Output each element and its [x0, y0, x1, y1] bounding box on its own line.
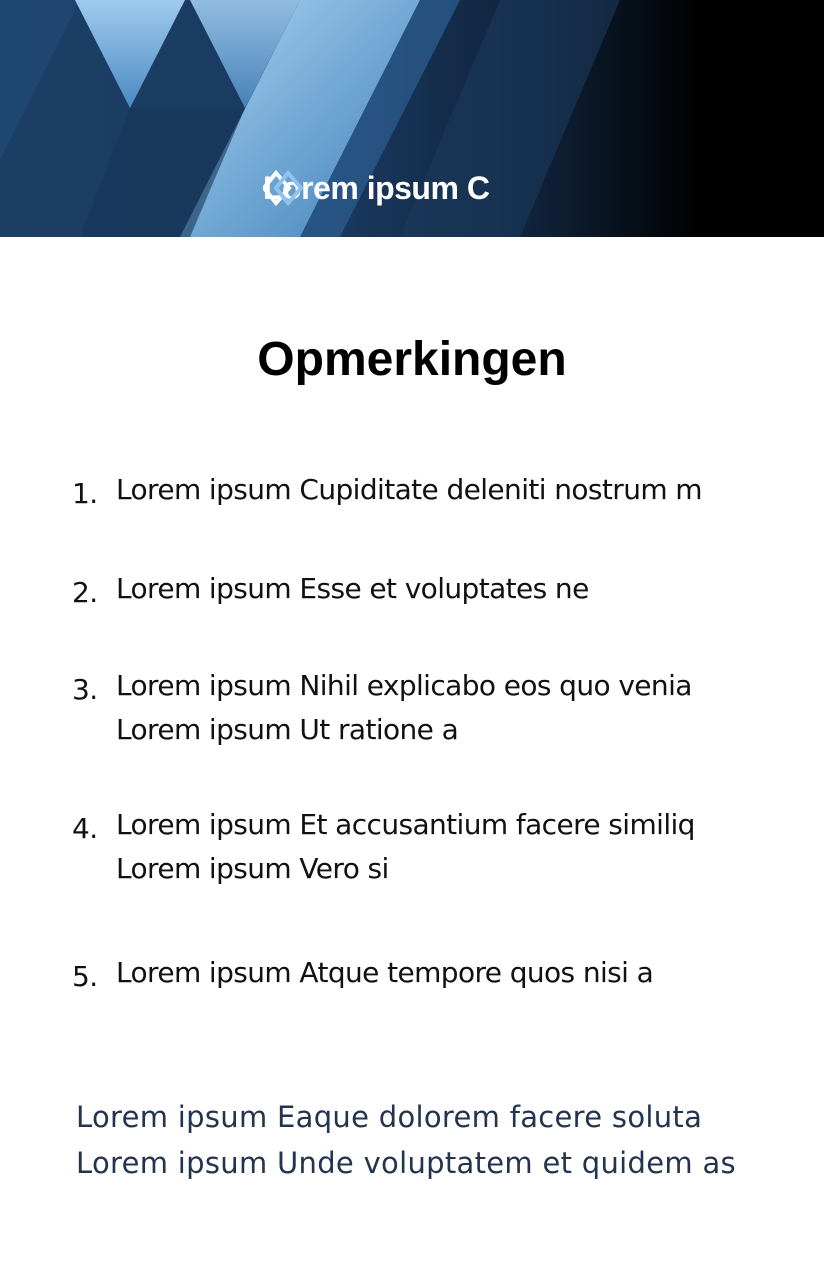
list-number: 1.: [72, 477, 98, 510]
list-text: Lorem ipsum Cupiditate deleniti nostrum m: [116, 473, 702, 506]
double-diamond-icon: [263, 170, 303, 206]
header-banner: [0, 0, 824, 237]
list-text: Lorem ipsum Atque tempore quos nisi a: [116, 956, 654, 989]
list-number: 5.: [72, 960, 98, 993]
footer-line: Lorem ipsum Eaque dolorem facere soluta: [76, 1100, 703, 1134]
list-number: 4.: [72, 812, 98, 845]
list-item: [72, 567, 589, 611]
list-text: Lorem ipsum Esse et voluptates ne: [116, 572, 589, 605]
list-text: Lorem ipsum Et accusantium facere similiq: [116, 808, 695, 841]
list-text: Lorem ipsum Nihil explicabo eos quo venia: [116, 669, 692, 702]
list-item: [72, 803, 695, 891]
footer-line: Lorem ipsum Unde voluptatem et quidem as: [76, 1146, 736, 1180]
list-text: Lorem ipsum Vero si: [116, 852, 389, 885]
list-text: Lorem ipsum Ut ratione a: [116, 713, 459, 746]
list-item: [72, 664, 692, 752]
footer-note: [76, 1094, 736, 1186]
brand: [263, 170, 489, 207]
page-title: Opmerkingen: [257, 333, 567, 386]
list-item: [72, 468, 702, 512]
list-number: 2.: [72, 576, 98, 609]
list-item: [72, 951, 653, 995]
brand-name: Lorem ipsum C: [263, 170, 490, 206]
list-number: 3.: [72, 673, 98, 706]
